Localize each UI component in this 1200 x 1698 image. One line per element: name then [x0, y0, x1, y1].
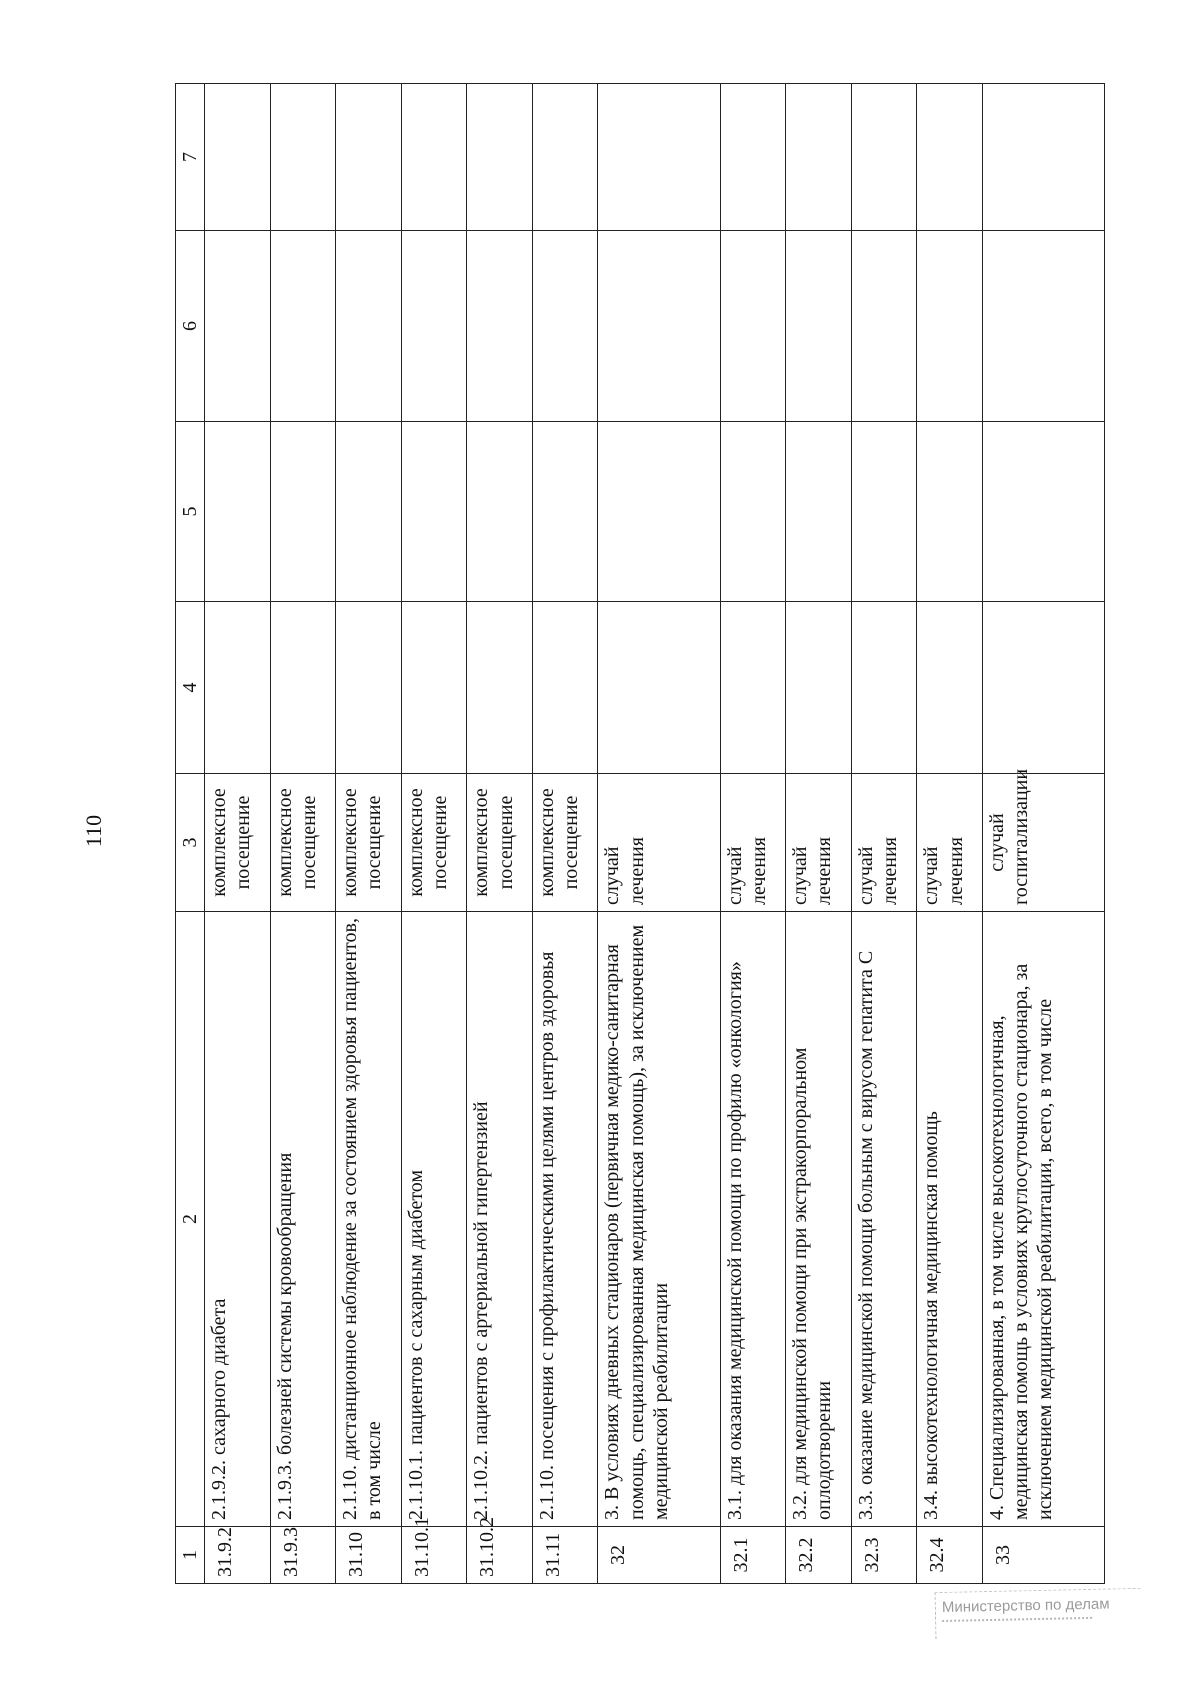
table-row [401, 84, 467, 1584]
row-unit-cell: комплексное посещение [270, 774, 336, 912]
row-col5-cell [270, 422, 336, 602]
row-unit-cell: случай лечения [917, 774, 983, 912]
table-container [175, 84, 1105, 1584]
row-col5-cell [532, 422, 598, 602]
row-col6-cell [720, 231, 786, 422]
row-col4-cell [720, 602, 786, 774]
row-number-cell: 32.1 [720, 1527, 786, 1584]
column-header-2: 2 [176, 912, 205, 1527]
row-unit-cell: комплексное посещение [336, 774, 402, 912]
row-col6-cell [205, 231, 271, 422]
table-row [205, 84, 271, 1584]
row-number-cell: 31.9.2 [205, 1527, 271, 1584]
row-number-cell: 31.10.1 [401, 1527, 467, 1584]
row-name-cell: 3. В условиях дневных стационаров (первичная медико-санитарная помощь, специализированная медицинская помощь), за исключением медицинской реабилитации [598, 912, 720, 1527]
row-col5-cell [917, 422, 983, 602]
row-col5-cell [401, 422, 467, 602]
table-row [720, 84, 786, 1584]
row-col7-cell [336, 84, 402, 231]
table-row [851, 84, 917, 1584]
row-number-cell: 31.9.3 [270, 1527, 336, 1584]
row-col4-cell [851, 602, 917, 774]
column-header-7: 7 [176, 84, 205, 231]
row-name-cell: 2.1.9.3. болезней системы кровообращения [270, 912, 336, 1527]
row-col5-cell [598, 422, 720, 602]
row-col6-cell [982, 231, 1104, 422]
row-col5-cell [467, 422, 533, 602]
row-number-cell: 32.3 [851, 1527, 917, 1584]
row-col7-cell [917, 84, 983, 231]
row-name-cell: 2.1.10.1. пациентов с сахарным диабетом [401, 912, 467, 1527]
row-number-cell: 31.11 [532, 1527, 598, 1584]
row-unit-cell: комплексное посещение [532, 774, 598, 912]
row-col7-cell [598, 84, 720, 231]
row-col7-cell [467, 84, 533, 231]
row-col4-cell [786, 602, 852, 774]
column-header-1: 1 [176, 1527, 205, 1584]
row-col7-cell [401, 84, 467, 231]
row-col7-cell [720, 84, 786, 231]
table-row [336, 84, 402, 1584]
row-col5-cell [205, 422, 271, 602]
column-header-4: 4 [176, 602, 205, 774]
row-col7-cell [205, 84, 271, 231]
row-col6-cell [851, 231, 917, 422]
row-unit-cell: случай лечения [851, 774, 917, 912]
row-col5-cell [982, 422, 1104, 602]
row-number-cell: 33 [982, 1527, 1104, 1584]
row-col4-cell [982, 602, 1104, 774]
header-row [176, 84, 205, 1584]
row-name-cell: 3.3. оказание медицинской помощи больным с вирусом гепатита С [851, 912, 917, 1527]
row-name-cell: 2.1.9.2. сахарного диабета [205, 912, 271, 1527]
row-col4-cell [467, 602, 533, 774]
row-name-cell: 3.4. высокотехнологичная медицинская помощь [917, 912, 983, 1527]
row-col4-cell [532, 602, 598, 774]
row-name-cell: 3.2. для медицинской помощи при экстракорпоральном оплодотворении [786, 912, 852, 1527]
column-header-5: 5 [176, 422, 205, 602]
row-unit-cell: случай лечения [598, 774, 720, 912]
row-col6-cell [598, 231, 720, 422]
table-row [982, 84, 1104, 1584]
stamp-text: Министерство по делам [941, 1595, 1110, 1617]
row-name-cell: 3.1. для оказания медицинской помощи по профилю «онкология» [720, 912, 786, 1527]
row-unit-cell: комплексное посещение [467, 774, 533, 912]
row-number-cell: 32.4 [917, 1527, 983, 1584]
table-body [205, 84, 1105, 1584]
column-header-3: 3 [176, 774, 205, 912]
row-col5-cell [851, 422, 917, 602]
row-col4-cell [401, 602, 467, 774]
row-number-cell: 32.2 [786, 1527, 852, 1584]
row-unit-cell: случай лечения [720, 774, 786, 912]
row-col5-cell [336, 422, 402, 602]
row-col4-cell [270, 602, 336, 774]
stamp-line [942, 1617, 1092, 1628]
column-header-6: 6 [176, 231, 205, 422]
data-table [175, 83, 1105, 1584]
row-name-cell: 2.1.10. посещения с профилактическими целями центров здоровья [532, 912, 598, 1527]
row-col6-cell [786, 231, 852, 422]
row-number-cell: 31.10.2 [467, 1527, 533, 1584]
table-row [270, 84, 336, 1584]
row-col5-cell [720, 422, 786, 602]
row-number-cell: 31.10 [336, 1527, 402, 1584]
row-unit-cell: случай лечения [786, 774, 852, 912]
row-col4-cell [205, 602, 271, 774]
table-row [532, 84, 598, 1584]
row-col7-cell [786, 84, 852, 231]
row-col4-cell [598, 602, 720, 774]
row-number-cell: 32 [598, 1527, 720, 1584]
table-row [917, 84, 983, 1584]
row-col6-cell [401, 231, 467, 422]
row-col4-cell [336, 602, 402, 774]
table-row [467, 84, 533, 1584]
row-name-cell: 4. Специализированная, в том числе высокотехнологичная, медицинская помощь в условиях круглосуточного стационара, за исключением медицинской реабилитации, всего, в том числе [982, 912, 1104, 1527]
row-col6-cell [532, 231, 598, 422]
row-col4-cell [917, 602, 983, 774]
row-col7-cell [532, 84, 598, 231]
row-name-cell: 2.1.10. дистанционное наблюдение за состоянием здоровья пациентов, в том числе [336, 912, 402, 1527]
row-unit-cell: комплексное посещение [401, 774, 467, 912]
row-unit-cell: случай госпитализации [982, 774, 1104, 912]
table-row [786, 84, 852, 1584]
row-col6-cell [467, 231, 533, 422]
row-col5-cell [786, 422, 852, 602]
page-number: 110 [81, 814, 106, 848]
table-row [598, 84, 720, 1584]
row-unit-cell: комплексное посещение [205, 774, 271, 912]
row-col7-cell [270, 84, 336, 231]
row-col7-cell [982, 84, 1104, 231]
row-col6-cell [917, 231, 983, 422]
row-name-cell: 2.1.10.2. пациентов с артериальной гипертензией [467, 912, 533, 1527]
stamp [935, 1588, 1142, 1639]
row-col7-cell [851, 84, 917, 231]
row-col6-cell [270, 231, 336, 422]
row-col6-cell [336, 231, 402, 422]
